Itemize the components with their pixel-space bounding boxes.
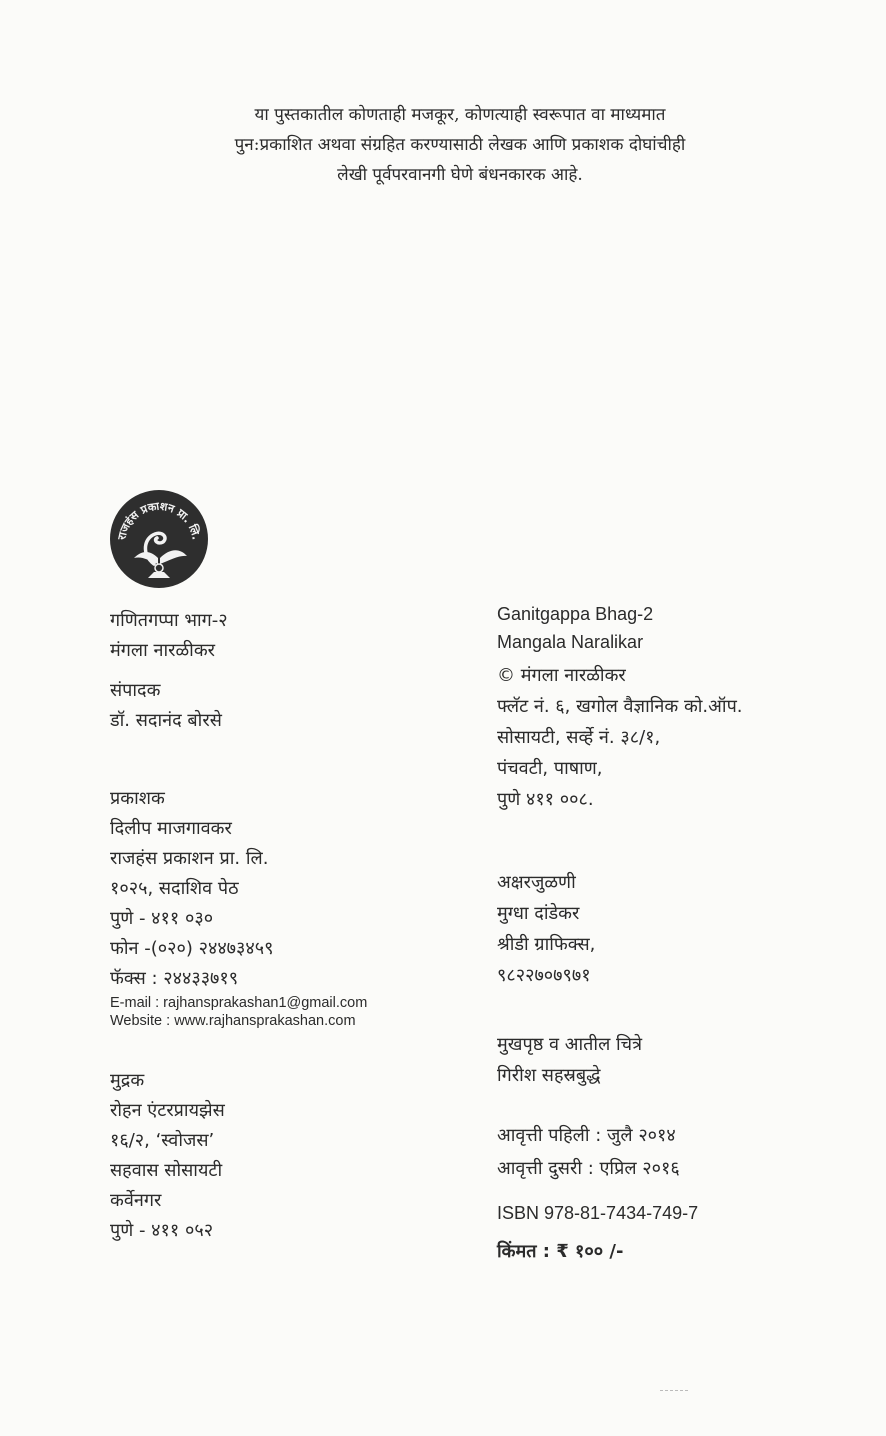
- typesetter-name: मुग्धा दांडेकर: [497, 903, 580, 924]
- typesetting-company: श्रीडी ग्राफिक्स,: [497, 934, 596, 955]
- publisher-phone: फोन -(०२०) २४४७३४५९: [110, 938, 274, 959]
- author-address-3: पंचवटी, पाषाण,: [497, 758, 603, 779]
- printer-address-1: १६/२, ‘स्वोजस’: [110, 1130, 215, 1151]
- publisher-email: E-mail : rajhansprakashan1@gmail.com: [110, 995, 368, 1011]
- book-title-english: Ganitgappa Bhag-2: [497, 604, 654, 624]
- author-address-4: पुणे ४११ ००८.: [497, 789, 594, 810]
- printer-address-2: सहवास सोसायटी: [110, 1160, 223, 1181]
- publisher-website: Website : www.rajhansprakashan.com: [110, 1013, 356, 1029]
- divider: [660, 1390, 688, 1391]
- editor-name: डॉ. सदानंद बोरसे: [110, 710, 222, 731]
- publisher-label: प्रकाशक: [110, 788, 165, 809]
- publisher-logo: [108, 488, 210, 590]
- first-edition: आवृत्ती पहिली : जुलै २०१४: [497, 1125, 676, 1146]
- notice-line-2: पुन:प्रकाशित अथवा संग्रहित करण्यासाठी लेखक आणि प्रकाशक दोघांचीही: [234, 135, 686, 155]
- author-address-2: सोसायटी, सर्व्हे नं. ३८/१,: [497, 727, 661, 748]
- author-address-1: फ्लॅट नं. ६, खगोल वैज्ञानिक को.ऑप.: [497, 696, 743, 717]
- editor-label: संपादक: [110, 680, 161, 701]
- right-column: [497, 600, 857, 1270]
- second-edition: आवृत्ती दुसरी : एप्रिल २०१६: [497, 1158, 680, 1179]
- book-title: गणितगप्पा भाग-२: [110, 610, 228, 631]
- typesetting-label: अक्षरजुळणी: [497, 872, 576, 893]
- printer-name: रोहन एंटरप्रायझेस: [110, 1100, 225, 1121]
- publisher-fax: फॅक्स : २४४३३७१९: [110, 968, 239, 989]
- notice-line-3: लेखी पूर्वपरवानगी घेणे बंधनकारक आहे.: [337, 165, 583, 185]
- price: किंमत : ₹ १०० /-: [497, 1241, 624, 1262]
- publisher-address-1: १०२५, सदाशिव पेठ: [110, 878, 239, 899]
- printer-label: मुद्रक: [110, 1070, 145, 1091]
- isbn: ISBN 978-81-7434-749-7: [497, 1203, 699, 1223]
- printer-address-3: कर्वेनगर: [110, 1190, 162, 1211]
- copyright-holder: © मंगला नारळीकर: [497, 665, 626, 686]
- cover-art-label: मुखपृष्ठ व आतील चित्रे: [497, 1034, 643, 1055]
- author-name: मंगला नारळीकर: [110, 640, 216, 661]
- copyright-notice: [120, 100, 800, 190]
- notice-line-1: या पुस्तकातील कोणताही मजकूर, कोणत्याही स्वरूपात वा माध्यमात: [254, 105, 666, 125]
- typesetting-phone: ९८२२७०७९७१: [497, 965, 591, 986]
- swan-logo-icon: [108, 488, 210, 590]
- publisher-company: राजहंस प्रकाशन प्रा. लि.: [110, 848, 269, 869]
- publisher-name: दिलीप माजगावकर: [110, 818, 232, 839]
- publisher-address-2: पुणे - ४११ ०३०: [110, 908, 214, 929]
- author-name-english: Mangala Naralikar: [497, 632, 644, 652]
- svg-text:राजहंस प्रकाशन प्रा. लि.: राजहंस प्रकाशन प्रा. लि.: [115, 499, 203, 541]
- left-column: [110, 606, 470, 1246]
- printer-address-4: पुणे - ४११ ०५२: [110, 1220, 214, 1241]
- cover-artist: गिरीश सहस्रबुद्धे: [497, 1065, 601, 1086]
